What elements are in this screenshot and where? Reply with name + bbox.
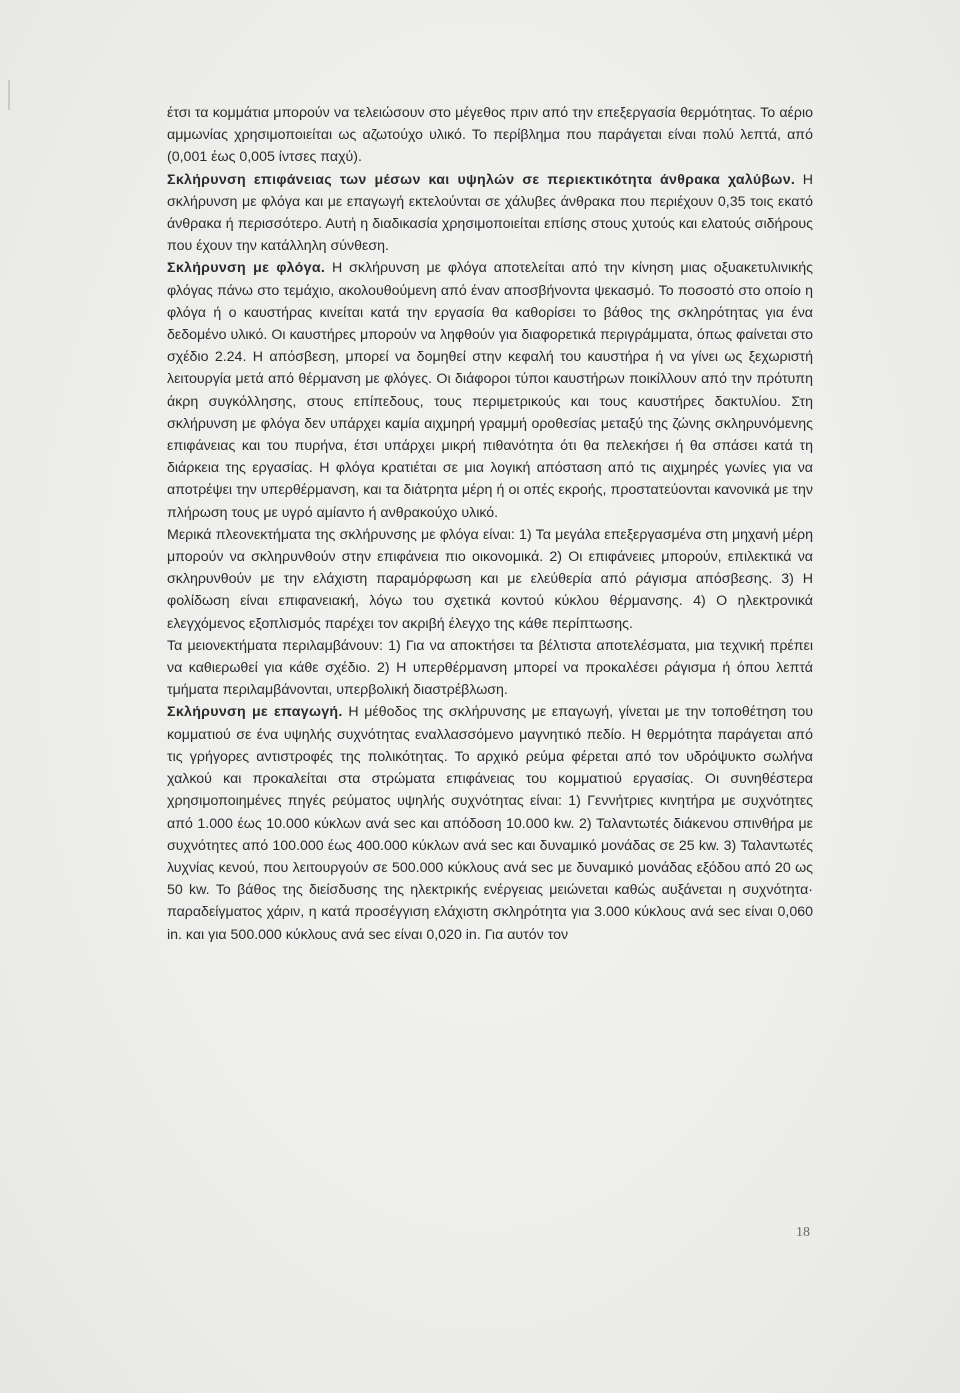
page-number: 18 [796,1225,810,1240]
section-heading-flame-hardening: Σκλήρυνση με φλόγα. [167,260,326,277]
paragraph-5: Τα μειονεκτήματα περιλαμβάνουν: 1) Για να αποκτήσει τα βέλτιστα αποτελέσματα, μια τεχνική πρέπει να καθιερωθεί για κάθε σχέδιο. 2) Η υπερθέρμανση μπορεί να προκαλέσει ράγισμα ή όπου λεπτά τμήματα περιλαμβάνονται, υπερβολική διαστρέβλωση. [167,637,813,699]
paragraph-3: Σκλήρυνση με φλόγα. Η σκλήρυνση με φλόγα αποτελείται από την κίνηση μιας οξυακετυλινικής φλόγας πάνω στο τεμάχιο, ακολουθούμενη από έναν αποσβήνοντα ψεκασμό. Το ποσοστό στο οποίο η φλόγα ή ο καυστήρας κινείται κατά την εργασία θα καθορίσει το βάθος της σκληρότητας για ένα δεδομένο υλικό. Οι καυστήρες μπορούν να ληφθούν για διαφορετικά περιγράμματα, όπως φαίνεται στο σχέδιο 2.24. Η απόσβεση, μπορεί να δομηθεί στην κεφαλή του καυστήρα ή να γίνει ως ξεχωριστή λειτουργία μετά από θέρμανση με φλόγες. Οι διάφοροι τύποι καυστήρων ποικίλλουν από την πρότυπη άκρη συγκόλλησης, στους επίπεδους, τους περιμετρικούς και τους καυστήρες δακτυλίου. Στη σκλήρυνση με φλόγα δεν υπάρχει καμία αιχμηρή γραμμή οροθεσίας μεταξύ της ζώνης σκληρυνόμενης επιφάνειας και του πυρήνα, έτσι υπάρχει μικρή πιθανότητα ότι θα πελεκήσει ή θα σπάσει κατά τη διάρκεια της εργασίας. Η φλόγα κρατιέται σε μια λογική απόσταση από τις αιχμηρές γωνίες για να αποτρέψει την υπερθέρμανση, και τα διάτρητα μέρη ή οι οπές εκροής, προστατεύονται κανονικά με την πλήρωση τους με υγρό αμίαντο ή ανθρακούχο υλικό. [167,260,813,521]
section-heading-surface-hardening: Σκλήρυνση επιφάνειας των μέσων και υψηλών σε περιεκτικότητα άνθρακα χαλύβων. [167,171,796,188]
paragraph-4: Μερικά πλεονεκτήματα της σκλήρυνσης με φλόγα είναι: 1) Τα μεγάλα επεξεργασμένα στη μηχανή μέρη μπορούν να σκληρυνθούν στην επιφάνεια πιο οικονομικά. 2) Οι επιφάνειες μπορούν, επιλεκτικά να σκληρυνθούν με την ελάχιστη παραμόρφωση και με ελεύθερία από ράγισμα απόσβεσης. 3) Η φολίδωση είναι επιφανειακή, λόγω του σχετικά κοντού κύκλου θέρμανσης. 4) Ο ηλεκτρονικά ελεγχόμενος εξοπλισμός παρέχει τον ακριβή έλεγχο της κάθε περίπτωσης. [167,526,813,632]
paragraph-6: Σκλήρυνση με επαγωγή. Η μέθοδος της σκλήρυνσης με επαγωγή, γίνεται με την τοποθέτηση του κομματιού σε ένα υψηλής συχνότητας εναλλασσόμενο μαγνητικό πεδίο. Η θερμότητα παράγεται από τις γρήγορες αντιστροφές της πολικότητας. Το αρχικό ρεύμα φέρεται από τον υδρόψυκτο σωλήνα χαλκού και προκαλείται στα στρώματα επιφάνειας του κομματιού εργασίας. Οι συνηθέστερα χρησιμοποιημένες πηγές ρεύματος υψηλής συχνότητας είναι: 1) Γεννήτριες κινητήρα με συχνότητες από 1.000 έως 10.000 κύκλων ανά sec και απόδοση 10.000 kw. 2) Ταλαντωτές διάκενου σπινθήρα με συχνότητες από 100.000 έως 400.000 κύκλων ανά sec και δυναμικό μονάδας σε 25 kw. 3) Ταλαντωτές λυχνίας κενού, που λειτουργούν σε 500.000 κύκλους ανά sec με δυναμικό μονάδας εξόδου από 20 ως 50 kw. Το βάθος της διείσδυσης της ηλεκτρικής ενέργειας μειώνεται καθώς αυξάνεται η συχνότητα· παραδείγματος χάριν, η κατά προσέγγιση ελάχιστη σκληρότητα για 3.000 κύκλους ανά sec είναι 0,060 in. και για 500.000 κύκλους ανά sec είναι 0,020 in. Για αυτόν τον [167,704,813,943]
binding-mark [8,80,10,110]
paragraph-1: έτσι τα κομμάτια μπορούν να τελειώσουν στο μέγεθος πριν από την επεξεργασία θερμότητας. Το αέριο αμμωνίας χρησιμοποιείται ως αζωτούχο υλικό. Το περίβλημα που παράγεται είναι πολύ λεπτά, από (0,001 έως 0,005 ίντσες παχύ). [167,105,813,166]
section-heading-induction-hardening: Σκλήρυνση με επαγωγή. [167,704,343,721]
paragraph-2: Σκλήρυνση επιφάνειας των μέσων και υψηλών σε περιεκτικότητα άνθρακα χαλύβων. Η σκλήρυνση με φλόγα και με επαγωγή εκτελούνται σε χάλυβες άνθρακα που περιέχουν 0,35 τοις εκατό άνθρακα ή περισσότερο. Αυτή η διαδικασία χρησιμοποιείται επίσης στους χυτούς και ελατούς σιδήρους που έχουν την κατάλληλη σύνθεση. [167,171,813,255]
body-text [167,102,813,946]
